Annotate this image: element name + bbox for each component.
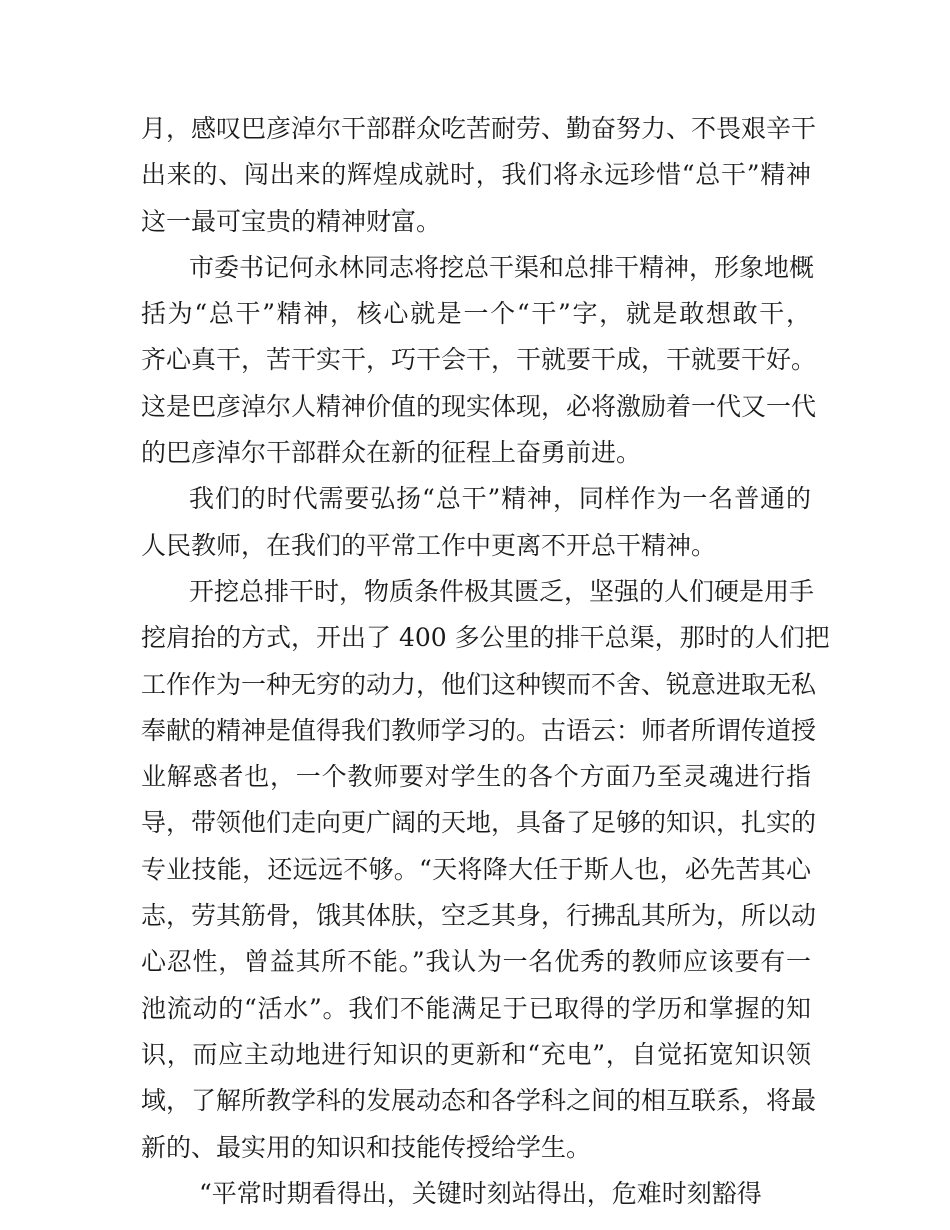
document-body [141, 106, 830, 1217]
text-line: 括为“总干”精神，核心就是一个“干”字，就是敢想敢干， [141, 299, 811, 329]
text-line: 人民教师，在我们的平常工作中更离不开总干精神。 [141, 530, 717, 560]
text-line: 奉献的精神是值得我们教师学习的。古语云：师者所谓传道授 [141, 715, 817, 745]
text-line: 挖肩抬的方式，开出了 400 多公里的排干总渠，那时的人们把 [141, 623, 830, 653]
text-line: 业解惑者也，一个教师要对学生的各个方面乃至灵魂进行指 [141, 762, 811, 792]
paragraph-first-line: 我们的时代需要弘扬“总干”精神，同样作为一名普通的 [189, 484, 811, 514]
paragraph-first-line: “平常时期看得出，关键时刻站得出，危难时刻豁得 [199, 1178, 762, 1208]
text-line: 齐心真干，苦干实干，巧干会干，干就要干成，干就要干好。 [141, 345, 817, 375]
paragraph-first-line: 市委书记何永林同志将挖总干渠和总排干精神，形象地概 [189, 252, 815, 282]
text-line: 池流动的“活水”。我们不能满足于已取得的学历和掌握的知 [141, 993, 811, 1023]
text-line: 心忍性，曾益其所不能。”我认为一名优秀的教师应该要有一 [141, 947, 811, 977]
text-line: 月，感叹巴彦淖尔干部群众吃苦耐劳、勤奋努力、不畏艰辛干 [141, 114, 817, 143]
text-line: 志，劳其筋骨，饿其体肤，空乏其身，行拂乱其所为，所以动 [141, 901, 817, 931]
text-line: 导，带领他们走向更广阔的天地，具备了足够的知识，扎实的 [141, 808, 817, 838]
text-line: 新的、最实用的知识和技能传授给学生。 [141, 1132, 592, 1162]
paragraph-first-line: 开挖总排干时，物质条件极其匮乏，坚强的人们硬是用手 [189, 576, 815, 606]
text-line: 的巴彦淖尔干部群众在新的征程上奋勇前进。 [141, 438, 642, 468]
text-line: 工作作为一种无穷的动力，他们这种锲而不舍、锐意进取无私 [141, 669, 817, 699]
text-line: 域，了解所教学科的发展动态和各学科之间的相互联系，将最 [141, 1086, 817, 1116]
text-line: 这是巴彦淖尔人精神价值的现实体现，必将激励着一代又一代 [141, 391, 817, 421]
text-line: 这一最可宝贵的精神财富。 [141, 206, 442, 236]
text-line: 专业技能，还远远不够。“天将降大任于斯人也，必先苦其心 [141, 854, 811, 884]
text-line: 出来的、闯出来的辉煌成就时，我们将永远珍惜“总干”精神 [141, 160, 811, 190]
text-line: 识，而应主动地进行知识的更新和“充电”，自觉拓宽知识领 [141, 1039, 811, 1069]
